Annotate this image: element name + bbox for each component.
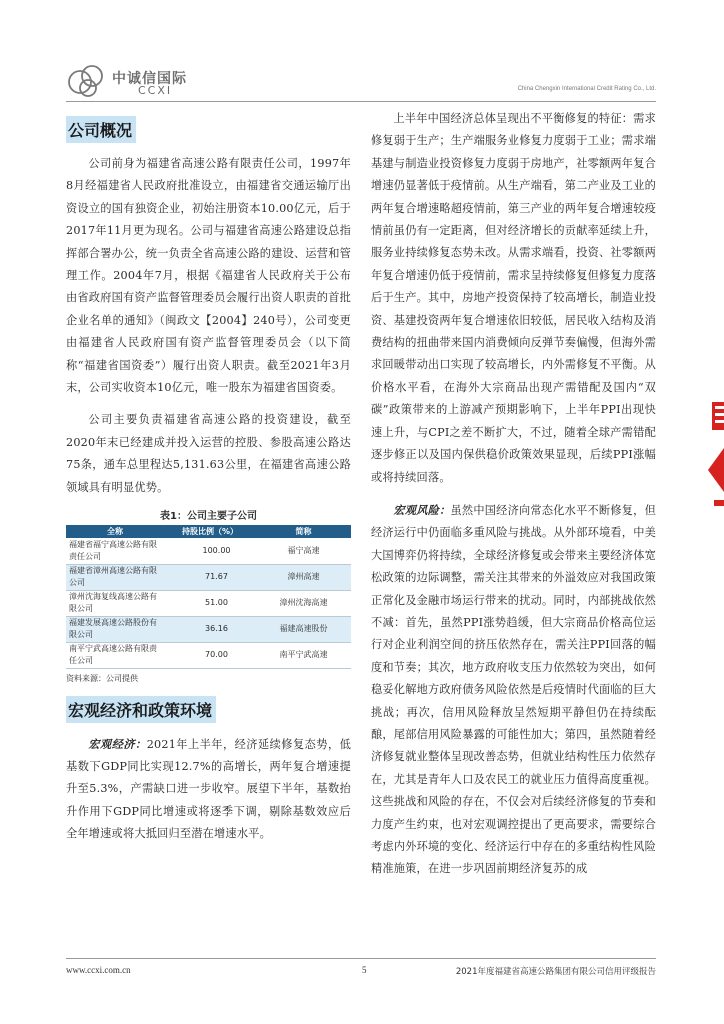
page-header bbox=[66, 62, 656, 102]
section-title-company-overview: 公司概况 bbox=[66, 116, 136, 143]
table-cell-fullname: 福建发展高速公路股份有限公司 bbox=[66, 616, 164, 642]
macro-risk-text: 虽然中国经济向常态化水平不断修复，但经济运行中仍面临多重风险与挑战。从外部环境看，中美大国博弈仍将持续，全球经济修复或会带来主要经济体宽松政策的边际调整，需关注其带来的外溢效应对我国政策正常化及金融市场运行带来的扰动。同时，内部挑战依然不减：首先，虽然PPI涨势趋缓，但大宗商品价格高位运行对企业利润空间的挤压依然存在，需关注PPI回落的幅度和节奏；其次，地方政府收支压力依然较为突出，如何稳妥化解地方政府债务风险依然是后疫情时代面临的巨大挑战；再次，信用风险释放呈然短期平静但仍在持续酝酿，尾部信用风险暴露的可能性加大；第四，虽然随着经济修复就业整体呈现改善态势，但就业结构性压力依然存在，尤其是青年人口及农民工的就业压力值得高度重视。这些挑战和风险的存在，不仅会对后续经济修复的节奏和力度产生约束，也对宏观调控提出了更高要求，需要综合考虑内外环境的变化、经济运行中存在的多重结构性风险精准施策，在进一步巩固前期经济复苏的成 bbox=[371, 503, 656, 876]
footer-website-link[interactable]: www.ccxi.com.cn bbox=[66, 965, 131, 975]
table-cell-shortname: 福宁高速 bbox=[256, 538, 351, 564]
page-footer bbox=[66, 965, 656, 979]
right-column bbox=[371, 108, 656, 881]
header-divider bbox=[66, 101, 656, 102]
side-stamp-fragment bbox=[704, 400, 724, 510]
table-cell-shortname: 漳州高速 bbox=[256, 564, 351, 590]
page-number: 5 bbox=[362, 965, 367, 975]
macro-risk-lead: 宏观风险： bbox=[393, 502, 451, 517]
company-overview-paragraph-1: 公司前身为福建省高速公路有限责任公司，1997年8月经福建省人民政府批准设立，由福建省交通运输厅出资设立的国有独资企业，初始注册资本10.00亿元，后于2017年11月更为现名。公司与福建省高速公路建设总指挥部合署办公，统一负责全省高速公路的建设、运营和管理工作。2004年7月，根据《福建省人民政府关于公布由省政府国有资产监督管理委员会履行出资人职责的首批企业名单的通知》（闽政文【2004】240号），公司变更由福建省人民政府国有资产监督管理委员会（以下简称“福建省国资委”）履行出资人职责。截至2021年3月末，公司实收资本10亿元，唯一股东为福建省国资委。 bbox=[66, 157, 351, 395]
table-cell-ratio: 70.00 bbox=[164, 642, 256, 668]
table-header-row bbox=[66, 525, 351, 538]
company-english-name: China Chengxin International Credit Rating Co., Ltd. bbox=[517, 86, 656, 92]
table-row bbox=[66, 590, 351, 616]
macro-characteristics-paragraph: 上半年中国经济总体呈现出不平衡修复的特征：需求修复弱于生产；生产端服务业修复力度弱于工业；需求端基建与制造业投资修复力度弱于房地产，社零额两年复合增速仍显著低于疫情前。从生产端看，第二产业及工业的两年复合增速略超疫情前，第三产业的两年复合增速较疫情前虽仍有一定距离，但对经济增长的贡献率延续上升，服务业持续修复态势未改。从需求端看，投资、社零额两年复合增速仍低于疫情前，需求呈持续修复但修复力度落后于生产。其中，房地产投资保持了较高增长，制造业投资、基建投资两年复合增速依旧较低，居民收入结构及消费结构的扭曲带来国内消费倾向反弹节奏偏慢，但海外需求回暖带动出口实现了较高增长，内外需修复不平衡。从价格水平看，在海外大宗商品出现产需错配及国内“双碳”政策带来的上游减产预期影响下，上半年PPI出现快速上升，与CPI之差不断扩大，不过，随着全球产需错配逐步修正以及国内保供稳价政策效果显现，后续PPI涨幅或将持续回落。 bbox=[371, 112, 656, 484]
table-cell-fullname: 福建省福宁高速公路有限责任公司 bbox=[66, 538, 164, 564]
table-cell-fullname: 福建省漳州高速公路有限公司 bbox=[66, 564, 164, 590]
table-cell-shortname: 漳州沈海高速 bbox=[256, 590, 351, 616]
section-title-macro-environment: 宏观经济和政策环境 bbox=[66, 696, 216, 723]
table-cell-ratio: 71.67 bbox=[164, 564, 256, 590]
macro-economy-lead: 宏观经济： bbox=[88, 736, 147, 751]
table-cell-fullname: 漳州沈海复线高速公路有限公司 bbox=[66, 590, 164, 616]
table-cell-ratio: 100.00 bbox=[164, 538, 256, 564]
table-row bbox=[66, 616, 351, 642]
table-cell-fullname: 南平宁武高速公路有限责任公司 bbox=[66, 642, 164, 668]
table-cell-shortname: 福建高速股份 bbox=[256, 616, 351, 642]
subsidiaries-table bbox=[66, 525, 351, 669]
logo-text-cn: 中诚信国际 bbox=[112, 71, 187, 87]
table-header-fullname: 全称 bbox=[66, 525, 164, 538]
left-column bbox=[66, 108, 351, 846]
red-side-mark-icon bbox=[704, 400, 724, 510]
table-row bbox=[66, 564, 351, 590]
table-cell-ratio: 36.16 bbox=[164, 616, 256, 642]
logo-text-en: CCXI bbox=[138, 84, 173, 97]
table-source-note: 资料来源：公司提供 bbox=[66, 673, 138, 683]
table-header-ratio: 持股比例（%） bbox=[164, 525, 256, 538]
company-overview-paragraph-2: 公司主要负责福建省高速公路的投资建设，截至2020年末已经建成并投入运营的控股、参股高速公路达75条，通车总里程达5,131.63公里，在福建省高速公路领域具有明显优势。 bbox=[66, 413, 351, 494]
table-row bbox=[66, 538, 351, 564]
table-title: 表1：公司主要子公司 bbox=[160, 511, 257, 523]
macro-risk-paragraph bbox=[371, 499, 656, 881]
macro-economy-text: 2021年上半年，经济延续修复态势，低基数下GDP同比实现12.7%的高增长，两年复合增速提升至5.3%，产需缺口进一步收窄。展望下半年，基数抬升作用下GDP同比增速或将逐季下调，剔除基数效应后全年增速或将大抵回归至潜在增速水平。 bbox=[66, 737, 351, 841]
table-header-shortname: 简称 bbox=[256, 525, 351, 538]
footer-report-title: 2021年度福建省高速公路集团有限公司信用评级报告 bbox=[455, 967, 656, 977]
table-row bbox=[66, 642, 351, 668]
table-cell-shortname: 南平宁武高速 bbox=[256, 642, 351, 668]
ccxi-logo-icon bbox=[66, 62, 114, 100]
macro-economy-paragraph bbox=[66, 733, 351, 846]
footer-divider bbox=[66, 958, 656, 959]
table-cell-ratio: 51.00 bbox=[164, 590, 256, 616]
